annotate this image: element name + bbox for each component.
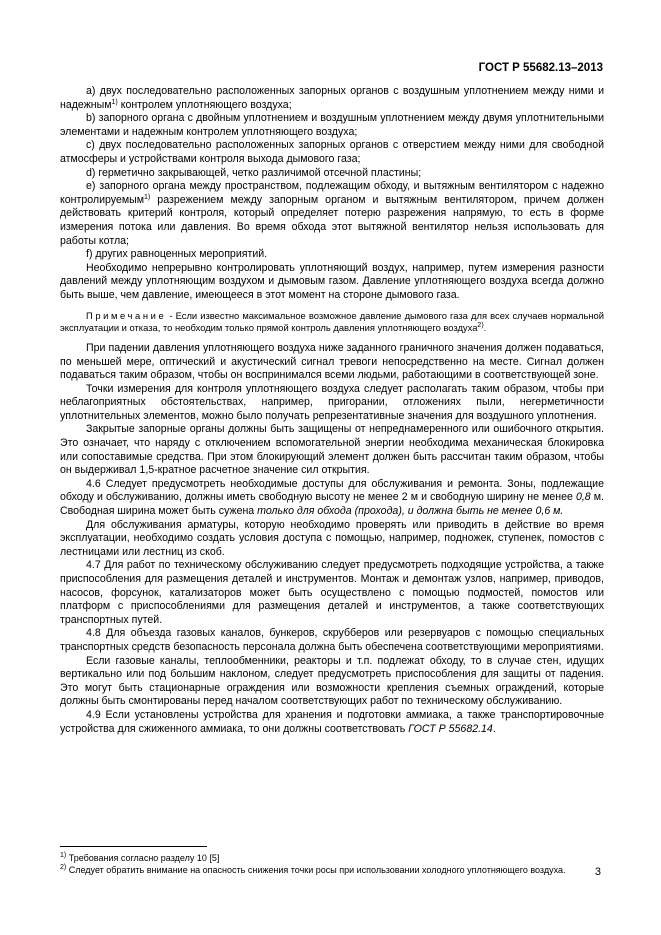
item-f: f) других равноценных мероприятий. [86,248,268,261]
footnote-2: $^{2)}$ Следует обратить внимание на опасность снижения точки росы при использовании холодного уплотняющего воздуха. [60,863,566,875]
paragraph-control: Необходимо непрерывно контролировать уплотняющий воздух, например, путем измерения разности давлений между уплотняющим воздухом и дымовым газом. Давление уплотняющего воздуха всегда должно быть выше, чем давление, имеющееся в этот момент на стороне дымового газа. [60,261,604,301]
document-body [60,85,604,736]
item-a: a) двух последовательно расположенных запорных органов с воздушным уплотнением между ними и надежным$^{1)}$ контролем уплотняющего воздуха; [60,85,604,111]
paragraph-drop: При падении давления уплотняющего воздуха ниже заданного граничного значения должен подаваться, по меньшей мере, оптический и акустический сигнал тревоги непосредственно на месте. Сигнал должен подаваться таким образом, чтобы он воспринимался всеми людьми, работающими в соответствующей зоне. [60,341,604,382]
document-id-header: ГОСТ Р 55682.13–2013 [478,62,603,74]
footnote-ref-1[interactable]: 1) [111,98,118,106]
note-label: Примечание [86,309,167,321]
item-b: b) запорного органа с двойным уплотнением и воздушным уплотнением между двумя уплотнительными элементами и надежным контролем уплотняющего воздуха; [60,112,604,138]
footnote-ref-2[interactable]: 2) [477,321,484,329]
paragraph-4-9: 4.9 Если установлены устройства для хранения и подготовки аммиака, а также транспортировочные устройства для сжиженного аммиака, то они должны соответствовать ГОСТ Р 55682.14. [60,708,604,735]
paragraph-4-6: 4.6 Следует предусмотреть необходимые доступы для обслуживания и ремонта. Зоны, подлежащие обходу и обслуживанию, должны иметь свободную высоту не менее 2 м и свободную ширину не менее 0,8 м. Свободная ширина может быть сужена только для обхода (прохода), и должна быть не менее 0,6 м. [60,477,604,518]
footnote-divider [60,846,207,847]
paragraph-4-8: 4.8 Для объезда газовых каналов, бункеров, скрубберов или резервуаров с помощью специальных транспортных средств безопасность персонала должна быть обеспечена соответствующими мероприятиями. [60,627,604,653]
note: Примечание - Если известно максимальное возможное давление дымового газа для всех случаев нормальной эксплуатации и отказа, то необходим только прямой контроль давления уплотняющего воздуха$^{2)}$. [60,309,604,333]
item-e: e) запорного органа между пространством, подлежащим обходу, и вытяжным вентилятором с надежно контролируемым$^{1)}$ разрежением между запорным органом и вытяжным вентилятором, причем должен действовать критерий контроля, который определяет потерю разрежения напрямую, то есть в форме измерения потока или давления. Во время обхода этот вытяжной вентилятор нельзя использовать для работы котла; [60,180,604,247]
footnote-1: $^{1)}$ Требования согласно разделу 10 [5] [60,852,220,863]
paragraph-ducts: Если газовые каналы, теплообменники, реакторы и т.п. подлежат обходу, то в случае стен, идущих вертикально или под большим наклоном, следует предусмотреть приспособления для защиты от падения. Это могут быть стационарные ограждения или возможности крепления съемных ограждений, которые должны быть смонтированы перед началом соответствующих работ по техническому обслуживанию. [60,654,604,708]
paragraph-points: Точки измерения для контроля уплотняющего воздуха следует располагать таким образом, чтобы при неблагоприятных обстоятельствах, например, пригорании, отложениях пыли, негерметичности уплотнительных элементов, можно было получать репрезентативные значения для воздушного уплотнения. [60,382,604,422]
footnotes [60,853,604,876]
standard-reference[interactable]: ГОСТ Р 55682.14 [408,722,493,735]
item-d: d) герметично закрывающей, четко различимой отсечной пластины; [86,166,422,179]
footnote-ref-1b[interactable]: 1) [144,193,151,201]
page-number: 3 [594,866,601,878]
paragraph-valves: Для обслуживания арматуры, которую необходимо проверять или приводить в действие во время эксплуатации, необходимо создать условия доступа с помощью, например, подножек, ступенек, помостов с лестницами или лестниц из скоб. [60,518,604,558]
paragraph-4-7: 4.7 Для работ по техническому обслуживанию следует предусмотреть подходящие устройства, а также приспособления для размещения деталей и инструментов. Монтаж и демонтаж узлов, например, приводов, насосов, форсунок, катализаторов может быть осуществлено с помощью подмостей, помостов или платформ с приспособлениями для размещения деталей и инструментов, а также соответствующих транспортных путей. [60,559,604,626]
item-c: c) двух последовательно расположенных запорных органов с отверстием между ними для свободной атмосферы и устройствами контроля выхода дымового газа; [60,139,604,165]
paragraph-closed: Закрытые запорные органы должны быть защищены от непреднамеренного или ошибочного открытия. Это означает, что наряду с отключением вспомогательной энергии необходима механическая блокировка или сопоставимые средства. При этом блокирующий элемент должен быть рассчитан таким образом, чтобы он выдерживал 1,5-кратное расчетное значение сил открытия. [60,423,604,477]
